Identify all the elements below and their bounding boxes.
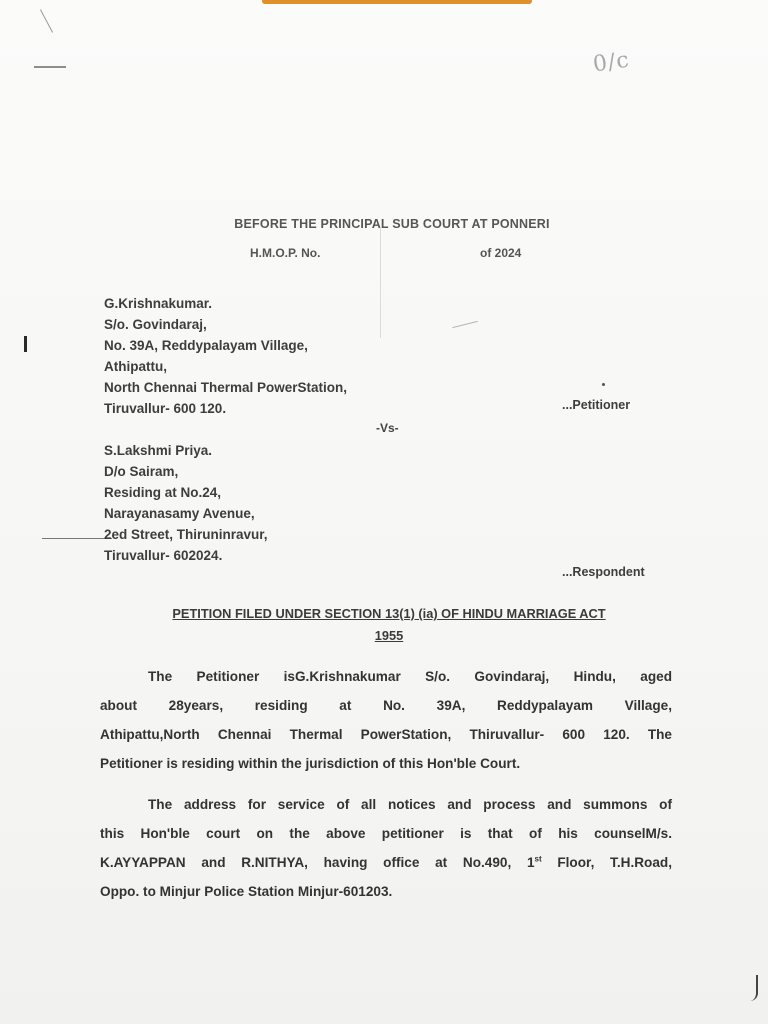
page-curl bbox=[748, 975, 758, 1001]
paragraph-text: K.AYYAPPAN and R.NITHYA, having office at No.490, 1 bbox=[100, 855, 535, 870]
respondent-address-line: S.Lakshmi Priya. bbox=[104, 443, 213, 458]
petitioner-address-line: Tiruvallur- 600 120. bbox=[104, 401, 227, 416]
case-number-year: of 2024 bbox=[480, 246, 522, 260]
pen-mark bbox=[34, 66, 66, 68]
respondent-role-label: ...Respondent bbox=[562, 565, 645, 579]
pen-mark bbox=[42, 538, 112, 539]
respondent-address-line: Narayanasamy Avenue, bbox=[104, 506, 255, 521]
petitioner-address-line: S/o. Govindaraj, bbox=[104, 317, 207, 332]
petitioner-address-line: North Chennai Thermal PowerStation, bbox=[104, 380, 348, 395]
top-color-strip bbox=[262, 0, 532, 4]
paragraph-line: The address for service of all notices and process and summons of bbox=[148, 797, 672, 812]
pen-mark bbox=[24, 336, 27, 352]
petitioner-address-line: Athipattu, bbox=[104, 359, 167, 374]
paragraph-line: about 28years, residing at No. 39A, Reddypalayam Village, bbox=[100, 698, 672, 713]
pen-mark bbox=[40, 9, 53, 32]
paragraph-line: The Petitioner isG.Krishnakumar S/o. Govindaraj, Hindu, aged bbox=[148, 669, 672, 684]
case-number-label: H.M.O.P. No. bbox=[250, 246, 321, 260]
petitioner-address-line: G.Krishnakumar. bbox=[104, 296, 213, 311]
respondent-address-line: D/o Sairam, bbox=[104, 464, 179, 479]
section-title: PETITION FILED UNDER SECTION 13(1) (ia) OF HINDU MARRIAGE ACT bbox=[172, 606, 606, 621]
petitioner-role-label: ...Petitioner bbox=[562, 398, 631, 412]
ink-dot bbox=[602, 383, 605, 386]
paragraph-line: Athipattu,North Chennai Thermal PowerStation, Thiruvallur- 600 120. The bbox=[100, 727, 672, 742]
versus-label: -Vs- bbox=[376, 421, 399, 435]
handwritten-mark: 0/c bbox=[591, 47, 632, 78]
respondent-address bbox=[104, 440, 268, 566]
court-heading: BEFORE THE PRINCIPAL SUB COURT AT PONNERI bbox=[234, 217, 550, 231]
paragraph-line: this Hon'ble court on the above petitioner is that of his counselM/s. bbox=[100, 826, 672, 841]
paragraph-line-with-superscript bbox=[100, 848, 672, 877]
paragraph-line: Oppo. to Minjur Police Station Minjur-601203. bbox=[100, 884, 393, 899]
paragraph-petitioner-details bbox=[100, 662, 672, 778]
ordinal-superscript: st bbox=[534, 854, 542, 864]
respondent-address-line: 2ed Street, Thiruninravur, bbox=[104, 527, 268, 542]
scan-fold-line bbox=[380, 228, 381, 338]
petitioner-address-line: No. 39A, Reddypalayam Village, bbox=[104, 338, 308, 353]
respondent-address-line: Residing at No.24, bbox=[104, 485, 222, 500]
section-title-year: 1955 bbox=[374, 628, 404, 643]
pen-mark bbox=[452, 321, 477, 328]
paragraph-service-address bbox=[100, 790, 672, 906]
petitioner-address bbox=[104, 293, 347, 419]
paragraph-line: Petitioner is residing within the jurisdiction of this Hon'ble Court. bbox=[100, 756, 521, 771]
respondent-address-line: Tiruvallur- 602024. bbox=[104, 548, 223, 563]
paragraph-text: Floor, T.H.Road, bbox=[541, 855, 672, 870]
